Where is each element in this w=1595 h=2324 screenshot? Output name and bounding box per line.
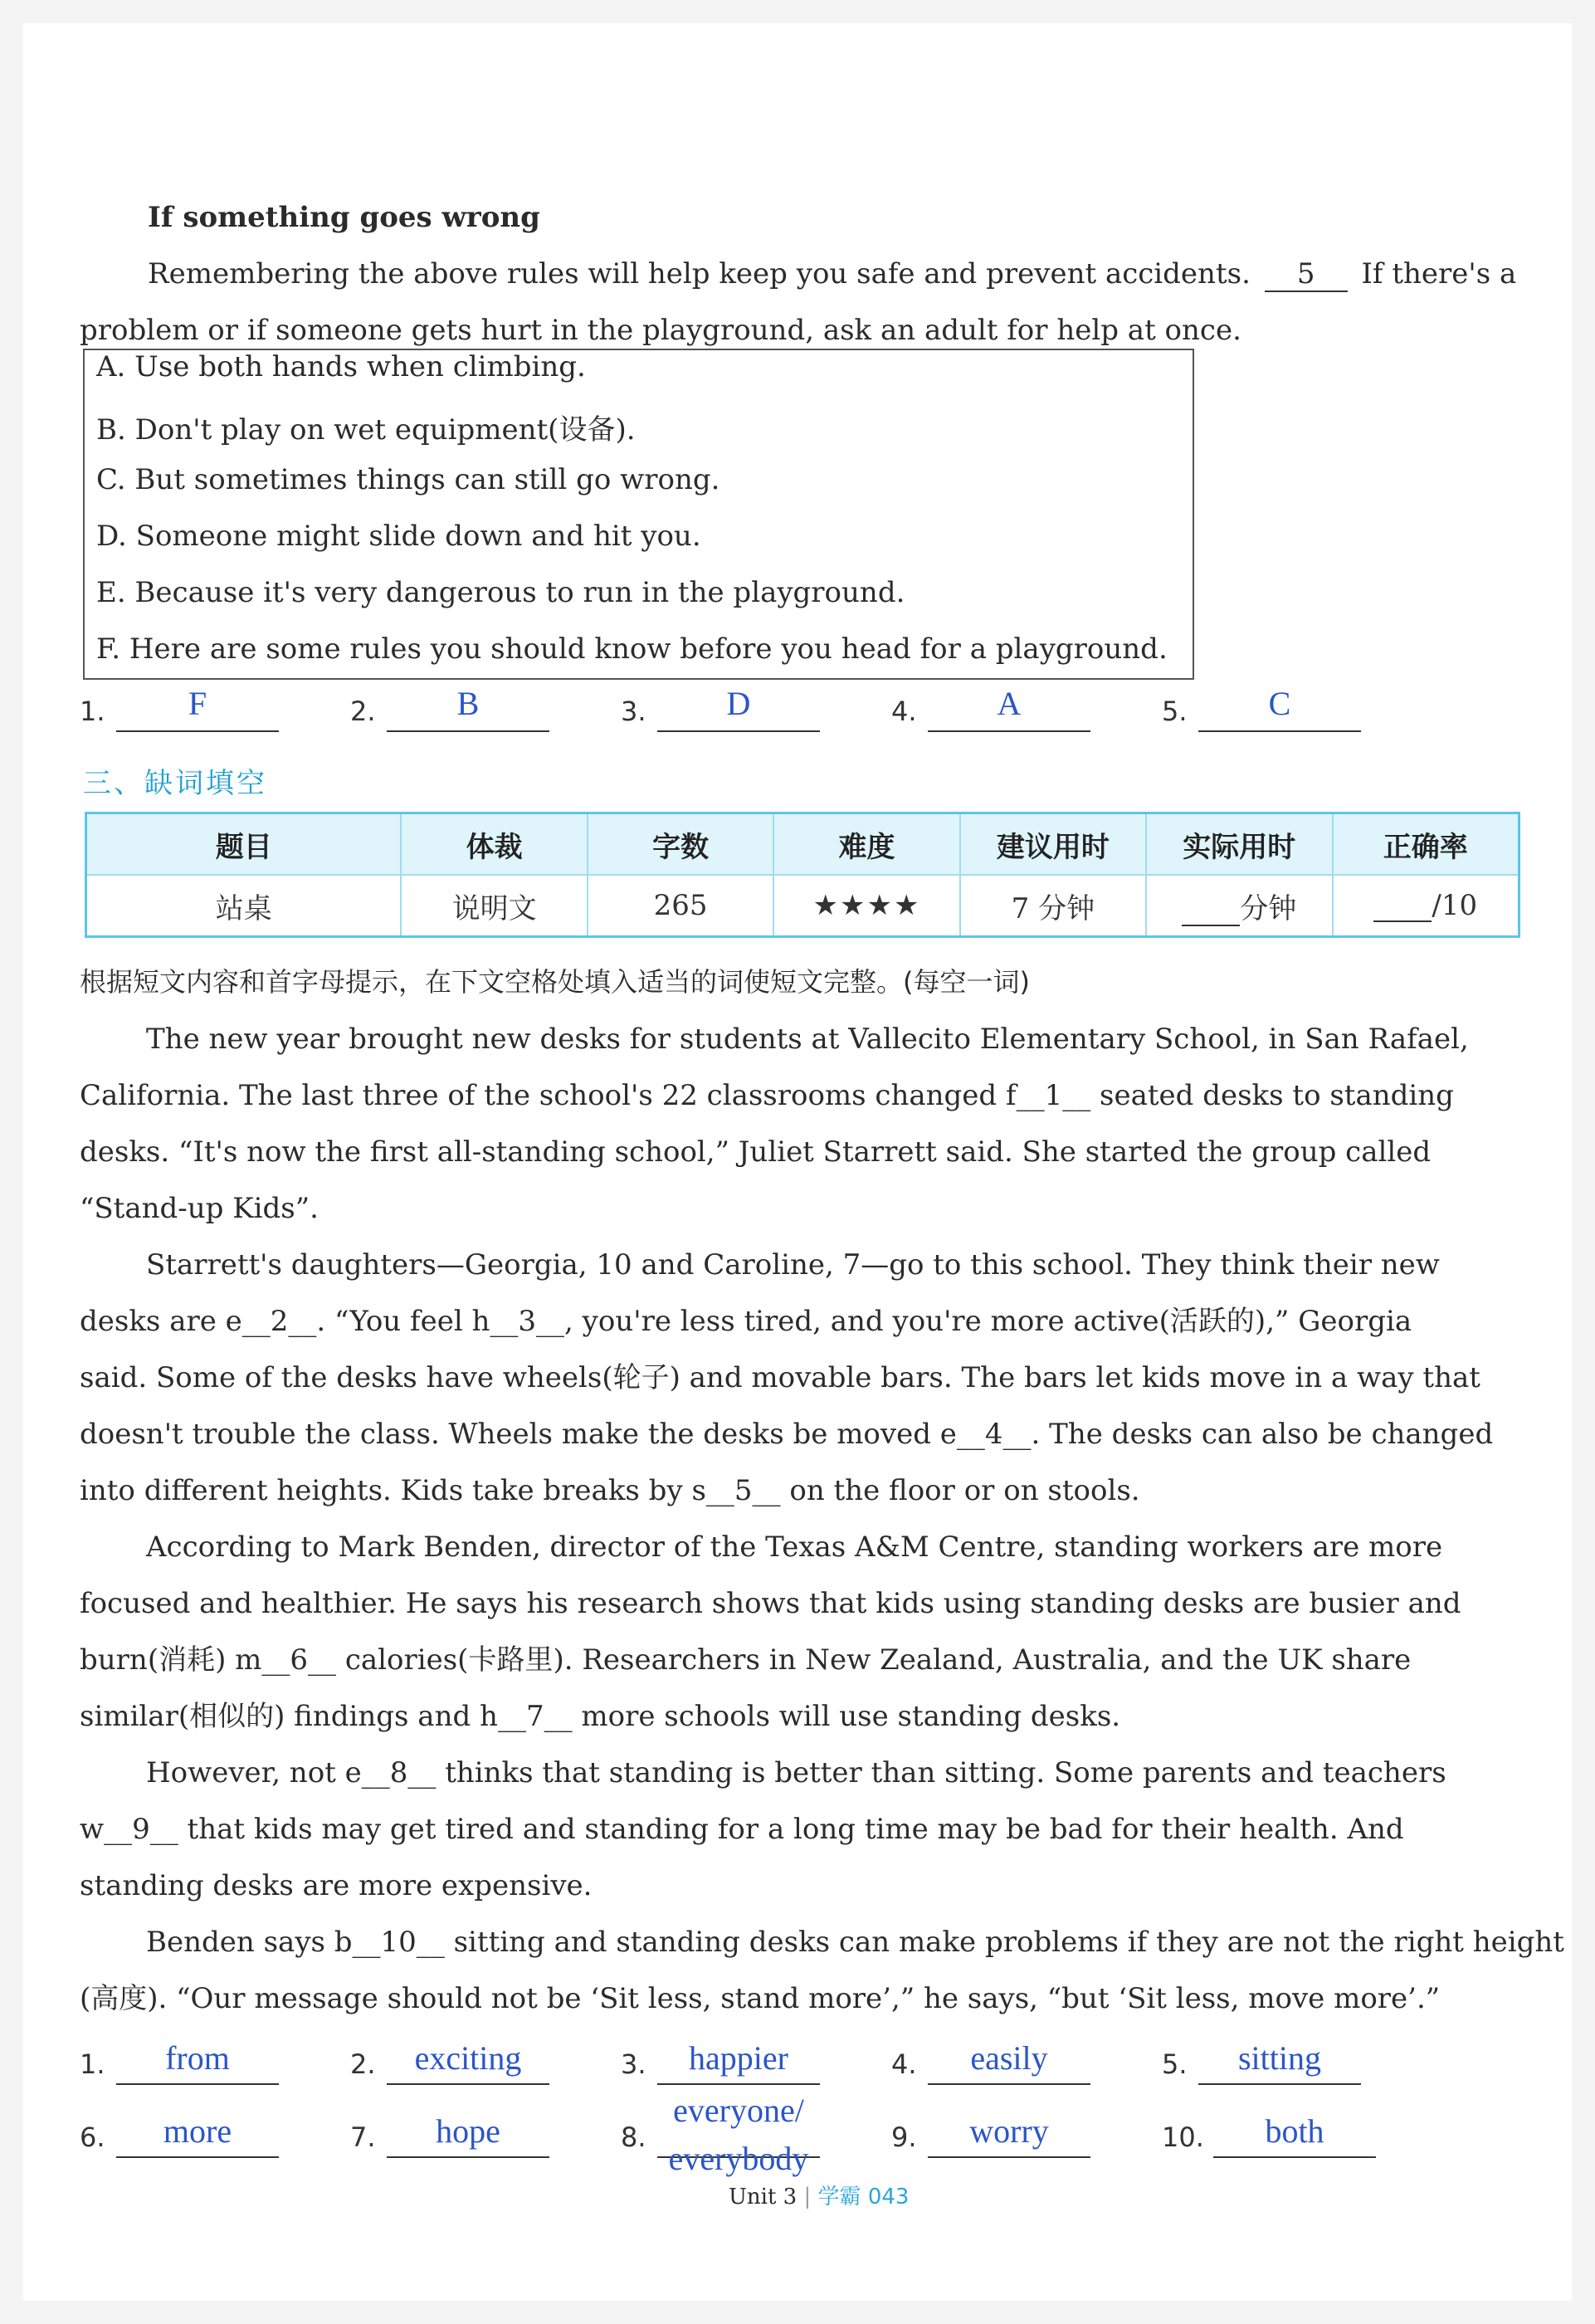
answer-number: 2. [350,2048,376,2080]
intro-line-2: problem or if someone gets hurt in the playground, ask an adult for help at once. [80,314,1241,347]
answer-line [387,2083,549,2085]
score-total: /10 [1432,889,1478,922]
passage-line: burn(消耗) m__6__ calories(卡路里). Researchers in New Zealand, Australia, and the UK share [80,1643,1412,1677]
intro-text: Remembering the above rules will help keep you safe and prevent accidents. [148,257,1251,290]
info-table [85,812,1520,938]
passage-line: Starrett's daughters—Georgia, 10 and Caroline, 7—go to this school. They think their new [146,1248,1440,1282]
footer-unit: Unit 3 [729,2185,798,2209]
option-c: C. But sometimes things can still go wrong. [96,463,720,496]
table-cell: 265 [588,875,773,937]
table-header: 体裁 [401,813,587,876]
answer-text: A [997,685,1022,722]
option-b: B. Don't play on wet equipment(设备). [96,413,636,447]
table-header: 题目 [86,813,402,876]
passage-line: doesn't trouble the class. Wheels make the desks be moved e__4__. The desks can also be changed [80,1418,1494,1451]
difficulty-stars: ★★★★ [773,875,959,937]
table-header: 实际用时 [1146,813,1332,876]
footer-brand: 学霸 [817,2185,861,2209]
answer-text: D [726,685,751,722]
answer-line [1198,730,1361,732]
table-header: 字数 [588,813,773,876]
answer-line [116,2156,279,2158]
answer-number: 1. [80,2048,105,2080]
answer-number: 5. [1162,2048,1188,2080]
answer-number: 2. [350,696,376,727]
section-title: 三、缺词填空 [83,767,267,800]
answer-text: B [456,685,480,722]
passage-line: said. Some of the desks have wheels(轮子) and movable bars. The bars let kids move in a way that [80,1361,1480,1394]
answer-number: 3. [621,696,646,727]
instruction-text: 根据短文内容和首字母提示，在下文空格处填入适当的词使短文完整。(每空一词) [80,966,1030,998]
intro-text-end: If there's a [1361,257,1517,290]
table-header: 正确率 [1333,813,1519,876]
answer-number: 4. [891,2048,917,2080]
passage-line: According to Mark Benden, director of the Texas A&M Centre, standing workers are more [146,1531,1443,1564]
worksheet-page [23,23,1572,2301]
table-header: 难度 [773,813,959,876]
table-cell: 7 分钟 [960,875,1146,937]
answer-text: both [1265,2112,1324,2150]
answer-number: 3. [621,2048,646,2080]
option-d: D. Someone might slide down and hit you. [96,520,701,553]
answer-number: 9. [891,2121,917,2153]
answer-line [1213,2156,1376,2158]
table-cell: 站桌 [86,875,402,937]
passage-line: “Stand-up Kids”. [80,1192,319,1225]
answer-number: 10. [1162,2121,1204,2153]
answer-text: hope [436,2112,500,2150]
option-a: A. Use both hands when climbing. [96,350,586,383]
answer-line [928,2156,1090,2158]
option-f: F. Here are some rules you should know before you head for a playground. [96,632,1168,666]
answer-line [116,730,279,732]
answer-text: more [163,2112,232,2150]
page-footer: Unit 3 | 学霸 043 [729,2185,910,2209]
answer-text: easily [970,2039,1048,2077]
answer-line [387,730,549,732]
table-header-row [86,813,1519,876]
section-heading: If something goes wrong [148,201,540,234]
answer-number: 1. [80,696,105,727]
answer-text: C [1268,685,1291,722]
answer-text: exciting [414,2039,522,2077]
passage-line: into different heights. Kids take breaks by s__5__ on the floor or on stools. [80,1474,1140,1507]
passage-line: California. The last three of the school's 22 classrooms changed f__1__ seated desks to standing [80,1079,1454,1112]
answer-number: 6. [80,2121,105,2153]
passage-line: However, not e__8__ thinks that standing is better than sitting. Some parents and teachers [146,1756,1446,1789]
answer-line [657,730,820,732]
passage-line: w__9__ that kids may get tired and standing for a long time may be bad for their health. And [80,1813,1404,1846]
answer-text: everyone/ everybody [668,2092,809,2177]
passage [80,1011,1564,2027]
answer-line [928,2083,1090,2085]
intro-line-1 [148,246,1516,302]
answer-text: from [165,2039,230,2077]
answer-text: F [188,685,207,722]
answer-number: 7. [350,2121,376,2153]
option-e: E. Because it's very dangerous to run in the playground. [96,576,905,609]
table-row [86,875,1519,937]
answer-line [387,2156,549,2158]
answer-text: worry [969,2112,1049,2150]
table-header: 建议用时 [960,813,1146,876]
time-blank[interactable] [1182,900,1240,926]
passage-line: desks. “It's now the first all-standing school,” Juliet Starrett said. She started the group called [80,1135,1432,1169]
answer-line [657,2083,820,2085]
answer-line [116,2083,279,2085]
table-cell: 说明文 [401,875,587,937]
answer-number: 8. [621,2121,646,2153]
table-cell [1146,875,1332,937]
intro-blank: 5 [1265,257,1348,292]
passage-line: focused and healthier. He says his research shows that kids using standing desks are busier and [80,1587,1461,1620]
passage-line: (高度). “Our message should not be ‘Sit less, stand more’,” he says, “but ‘Sit less, move more’.” [80,1982,1441,2015]
passage-line: desks are e__2__. “You feel h__3__, you're less tired, and you're more active(活跃的),” Georgia [80,1305,1412,1338]
answer-number: 4. [891,696,917,727]
footer-page-number: 043 [867,2185,910,2209]
answer-number: 5. [1162,696,1188,727]
time-unit: 分钟 [1240,891,1297,925]
score-blank[interactable] [1373,896,1432,922]
passage-line: The new year brought new desks for students at Vallecito Elementary School, in San Rafael, [146,1023,1469,1056]
options-box [83,349,1194,680]
passage-line: Benden says b__10__ sitting and standing desks can make problems if they are not the right height [146,1926,1564,1959]
passage-line: similar(相似的) findings and h__7__ more schools will use standing desks. [80,1700,1121,1733]
passage-line: standing desks are more expensive. [80,1869,593,1902]
answer-line [1198,2083,1361,2085]
answer-text: happier [689,2039,788,2077]
answer-line [928,730,1090,732]
table-cell [1333,875,1519,937]
answer-text: sitting [1237,2039,1322,2077]
